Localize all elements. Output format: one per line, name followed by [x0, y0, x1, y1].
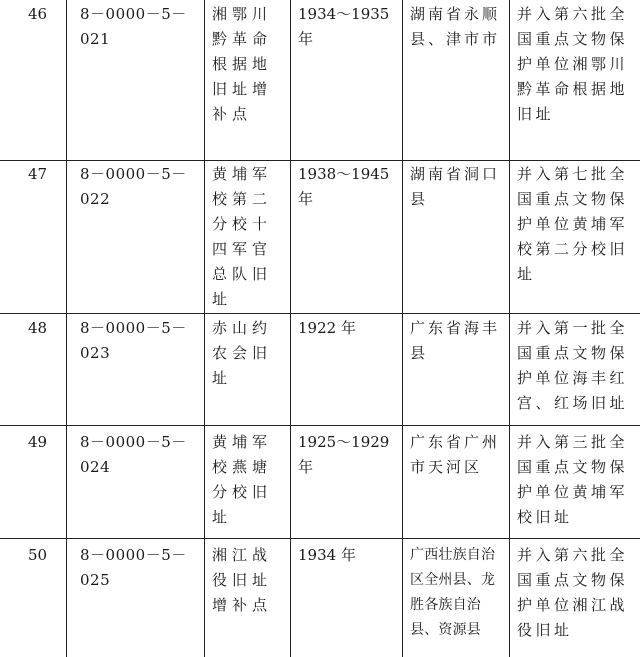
row-year: 1925～1929 年 — [298, 433, 390, 476]
table-row — [0, 0, 640, 160]
table-row — [0, 418, 640, 538]
row-year: 1938～1945 年 — [298, 165, 390, 208]
row-code: 8－0000－5－024 — [80, 433, 187, 476]
table-row — [0, 531, 640, 657]
row-number: 46 — [28, 5, 48, 23]
row-code: 8－0000－5－025 — [80, 546, 187, 589]
table-row — [0, 304, 640, 424]
row-year: 1934～1935 年 — [298, 5, 390, 48]
row-note: 并入第六批全国重点文物保护单位湘鄂川黔革命根据地旧址 — [517, 5, 629, 123]
row-location: 湖南省洞口县 — [410, 165, 501, 208]
row-location: 广东省广州市天河区 — [410, 433, 501, 476]
row-code: 8－0000－5－023 — [80, 319, 187, 362]
row-site-name: 湘江战役旧址增补点 — [212, 546, 273, 614]
row-number: 50 — [28, 546, 48, 564]
row-number: 48 — [28, 319, 48, 337]
row-location: 湖南省永顺县、津市市 — [410, 5, 501, 48]
row-code: 8－0000－5－021 — [80, 5, 187, 48]
row-site-name: 赤山约农会旧址 — [212, 319, 273, 387]
row-code: 8－0000－5－022 — [80, 165, 187, 208]
row-number: 49 — [28, 433, 48, 451]
row-location: 广西壮族自治区全州县、龙胜各族自治县、资源县 — [410, 547, 496, 638]
row-note: 并入第七批全国重点文物保护单位黄埔军校第二分校旧址 — [517, 165, 629, 283]
row-site-name: 黄埔军校第二分校十四军官总队旧址 — [212, 165, 273, 308]
row-site-name: 湘鄂川黔革命根据地旧址增补点 — [212, 5, 273, 123]
row-note: 并入第三批全国重点文物保护单位黄埔军校旧址 — [517, 433, 629, 526]
row-location: 广东省海丰县 — [410, 319, 501, 362]
row-year: 1922 年 — [298, 319, 356, 337]
row-note: 并入第一批全国重点文物保护单位海丰红宫、红场旧址 — [517, 319, 629, 412]
row-number: 47 — [28, 165, 48, 183]
table-row — [0, 150, 640, 310]
row-year: 1934 年 — [298, 546, 356, 564]
row-note: 并入第六批全国重点文物保护单位湘江战役旧址 — [517, 546, 629, 639]
row-site-name: 黄埔军校燕塘分校旧址 — [212, 433, 273, 526]
